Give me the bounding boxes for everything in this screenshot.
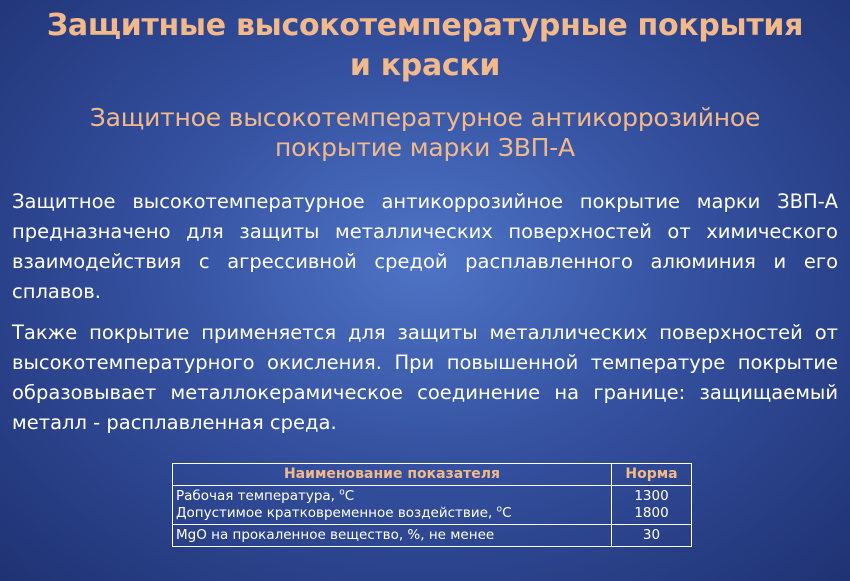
value-mgo: 30 [612,525,692,547]
table-cell-name [173,486,612,525]
page-title [0,6,850,86]
description-paragraph-1: Защитное высокотемпературное антикоррозийное покрытие марки ЗВП-А предназначено для защиты металлических поверхностей от химического взаимодействия с агрессивной средой расплавленного алюминия и его сплавов. [12,190,838,303]
table-header-row [173,464,692,486]
spec-table [172,463,692,547]
table-cell-value [612,486,692,525]
row-name-working-temp: Рабочая температура, $^o$С [176,487,355,504]
description-paragraph-2: Также покрытие применяется для защиты металлических поверхностей от высокотемпературного окисления. При повышенной температуре покрытие образовывает металлокерамическое соединение на границе: защищаемый металл - расплавленная среда. [12,321,838,434]
header-indicator-name: Наименование показателя [173,464,612,486]
page-subtitle [0,103,850,163]
row-name-short-term: Допустимое кратковременное воздействие, $^o$С [176,504,512,521]
title-line-2: и краски [349,48,501,83]
value-short-term: 1800 [634,505,669,521]
header-norm: Норма [612,464,692,486]
table-row [173,525,692,547]
subtitle-line-1: Защитное высокотемпературное антикоррозийное [89,103,761,132]
title-line-1: Защитные высокотемпературные покрытия [46,8,804,43]
value-working-temp: 1300 [634,488,669,504]
table-row [173,486,692,525]
subtitle-line-2: покрытие марки ЗВП-А [275,133,575,162]
row-name-mgo: MgO на прокаленное вещество, %, не менее [173,525,612,547]
